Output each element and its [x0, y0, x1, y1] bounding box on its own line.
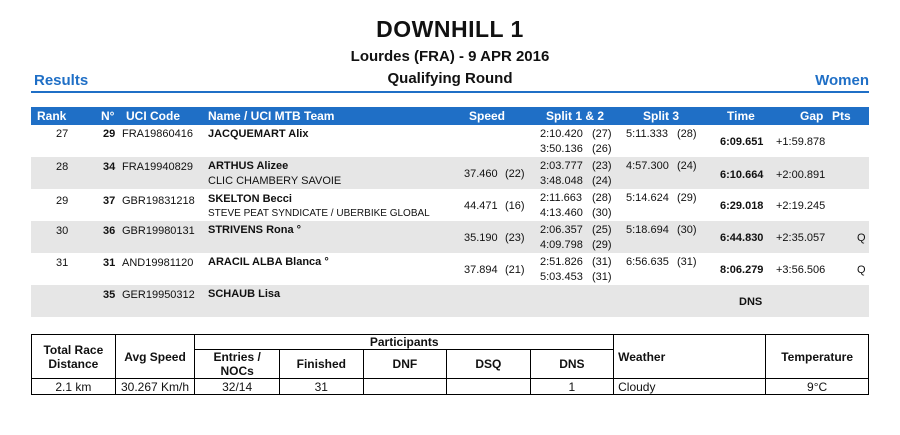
- gap-cell: +2:35.057: [776, 232, 826, 244]
- speed-cell: 37.894: [464, 264, 498, 276]
- split2-cell: 4:09.798: [540, 239, 583, 251]
- split2-cell: 3:48.048: [540, 175, 583, 187]
- rank-cell: 30: [56, 225, 69, 237]
- gap-cell: +1:59.878: [776, 136, 826, 148]
- uci-cell: AND19981120: [122, 257, 194, 269]
- name-cell: ARACIL ALBA Blanca °: [208, 256, 329, 268]
- race-summary-table: [31, 334, 869, 395]
- temperature-value: 9°C: [766, 379, 869, 395]
- bib-cell: 34: [103, 161, 116, 173]
- uci-cell: GBR19980131: [122, 225, 195, 237]
- speed-cell: 37.460: [464, 168, 498, 180]
- page-title: DOWNHILL 1: [376, 16, 524, 42]
- split3-rank: (31): [677, 256, 697, 268]
- dnf-value: [363, 379, 446, 395]
- name-cell: STRIVENS Rona °: [208, 224, 302, 236]
- split1-cell: 2:11.663: [540, 192, 583, 204]
- gap-cell: +2:00.891: [776, 169, 826, 181]
- dns-value: 1: [530, 379, 613, 395]
- speed-cell: 35.190: [464, 232, 498, 244]
- finished-header: Finished: [279, 350, 363, 379]
- results-table-header: [31, 107, 869, 125]
- header-divider: [31, 91, 869, 93]
- col-split3: Split 3: [643, 109, 680, 123]
- split2-rank: (31): [592, 271, 612, 283]
- time-cell: DNS: [739, 296, 763, 308]
- split3-rank: (30): [677, 224, 697, 236]
- distance-header: Total Race Distance: [32, 335, 116, 379]
- split1-cell: 2:51.826: [540, 256, 583, 268]
- col-rank: Rank: [37, 109, 67, 123]
- split3-cell: 5:11.333: [626, 128, 669, 140]
- time-cell: 6:29.018: [720, 200, 764, 212]
- split1-cell: 2:10.420: [540, 128, 583, 140]
- split2-cell: 4:13.460: [540, 207, 583, 219]
- time-cell: 8:06.279: [720, 264, 764, 276]
- weather-header: Weather: [614, 335, 766, 379]
- table-row: [31, 285, 869, 317]
- gap-cell: +2:19.245: [776, 200, 826, 212]
- col-pts: Pts: [832, 109, 851, 123]
- rank-cell: 29: [56, 195, 69, 207]
- gap-cell: +3:56.506: [776, 264, 826, 276]
- split1-rank: (28): [592, 192, 612, 204]
- speed-rank: (21): [505, 264, 525, 276]
- split2-rank: (30): [592, 207, 612, 219]
- avg-speed-value: 30.267 Km/h: [115, 379, 195, 395]
- rank-cell: 31: [56, 257, 69, 269]
- table-row: [31, 125, 869, 157]
- qualified-flag: Q: [857, 232, 866, 244]
- split1-rank: (27): [592, 128, 612, 140]
- split1-rank: (31): [592, 256, 612, 268]
- split3-cell: 5:18.694: [626, 224, 669, 236]
- uci-cell: FRA19940829: [122, 161, 193, 173]
- name-cell: JACQUEMART Alix: [208, 128, 309, 140]
- dsq-header: DSQ: [447, 350, 531, 379]
- col-no: N°: [101, 109, 115, 123]
- col-time: Time: [727, 109, 755, 123]
- speed-rank: (16): [505, 200, 525, 212]
- uci-cell: FRA19860416: [122, 128, 193, 140]
- name-cell: SCHAUB Lisa: [208, 288, 281, 300]
- temperature-header: Temperature: [766, 335, 869, 379]
- time-cell: 6:09.651: [720, 136, 764, 148]
- dsq-value: [447, 379, 531, 395]
- uci-cell: GBR19831218: [122, 195, 195, 207]
- participants-header: Participants: [195, 335, 614, 350]
- uci-cell: GER19950312: [122, 289, 195, 301]
- split2-cell: 3:50.136: [540, 143, 583, 155]
- split2-cell: 5:03.453: [540, 271, 583, 283]
- split3-cell: 6:56.635: [626, 256, 669, 268]
- speed-cell: 44.471: [464, 200, 498, 212]
- entries-header: Entries / NOCs: [195, 350, 280, 379]
- name-cell: ARTHUS Alizee: [208, 160, 289, 172]
- bib-cell: 31: [103, 257, 116, 269]
- dnf-header: DNF: [363, 350, 446, 379]
- col-gap: Gap: [800, 109, 824, 123]
- col-name: Name / UCI MTB Team: [208, 109, 335, 123]
- split3-cell: 5:14.624: [626, 192, 669, 204]
- bib-cell: 35: [103, 289, 116, 301]
- rank-cell: 27: [56, 128, 69, 140]
- round-label: Qualifying Round: [387, 70, 513, 87]
- avg-speed-header: Avg Speed: [115, 335, 195, 379]
- split3-rank: (29): [677, 192, 697, 204]
- time-cell: 6:10.664: [720, 169, 764, 181]
- col-split12: Split 1 & 2: [546, 109, 605, 123]
- col-uci: UCI Code: [126, 109, 180, 123]
- split2-rank: (29): [592, 239, 612, 251]
- col-speed: Speed: [469, 109, 506, 123]
- table-row: [31, 221, 869, 253]
- finished-value: 31: [279, 379, 363, 395]
- qualified-flag: Q: [857, 264, 866, 276]
- split2-rank: (24): [592, 175, 612, 187]
- event-location-date: Lourdes (FRA) - 9 APR 2016: [350, 48, 550, 65]
- bib-cell: 37: [103, 195, 116, 207]
- name-cell: SKELTON Becci: [208, 193, 292, 205]
- team-cell: CLIC CHAMBERY SAVOIE: [208, 175, 342, 187]
- results-label: Results: [34, 72, 89, 89]
- split3-rank: (28): [677, 128, 697, 140]
- category-label: Women: [815, 72, 869, 89]
- dns-header: DNS: [530, 350, 613, 379]
- distance-value: 2.1 km: [32, 379, 116, 395]
- team-cell: STEVE PEAT SYNDICATE / UBERBIKE GLOBAL: [208, 208, 430, 219]
- table-row: [31, 189, 869, 221]
- weather-value: Cloudy: [614, 379, 766, 395]
- split1-rank: (25): [592, 224, 612, 236]
- split3-cell: 4:57.300: [626, 160, 669, 172]
- bib-cell: 29: [103, 128, 116, 140]
- bib-cell: 36: [103, 225, 116, 237]
- table-row: [31, 253, 869, 285]
- split1-cell: 2:03.777: [540, 160, 583, 172]
- split3-rank: (24): [677, 160, 697, 172]
- split1-cell: 2:06.357: [540, 224, 583, 236]
- split1-rank: (23): [592, 160, 612, 172]
- entries-value: 32/14: [195, 379, 280, 395]
- speed-rank: (23): [505, 232, 525, 244]
- table-row: [31, 157, 869, 189]
- speed-rank: (22): [505, 168, 525, 180]
- rank-cell: 28: [56, 161, 69, 173]
- split2-rank: (26): [592, 143, 612, 155]
- time-cell: 6:44.830: [720, 232, 764, 244]
